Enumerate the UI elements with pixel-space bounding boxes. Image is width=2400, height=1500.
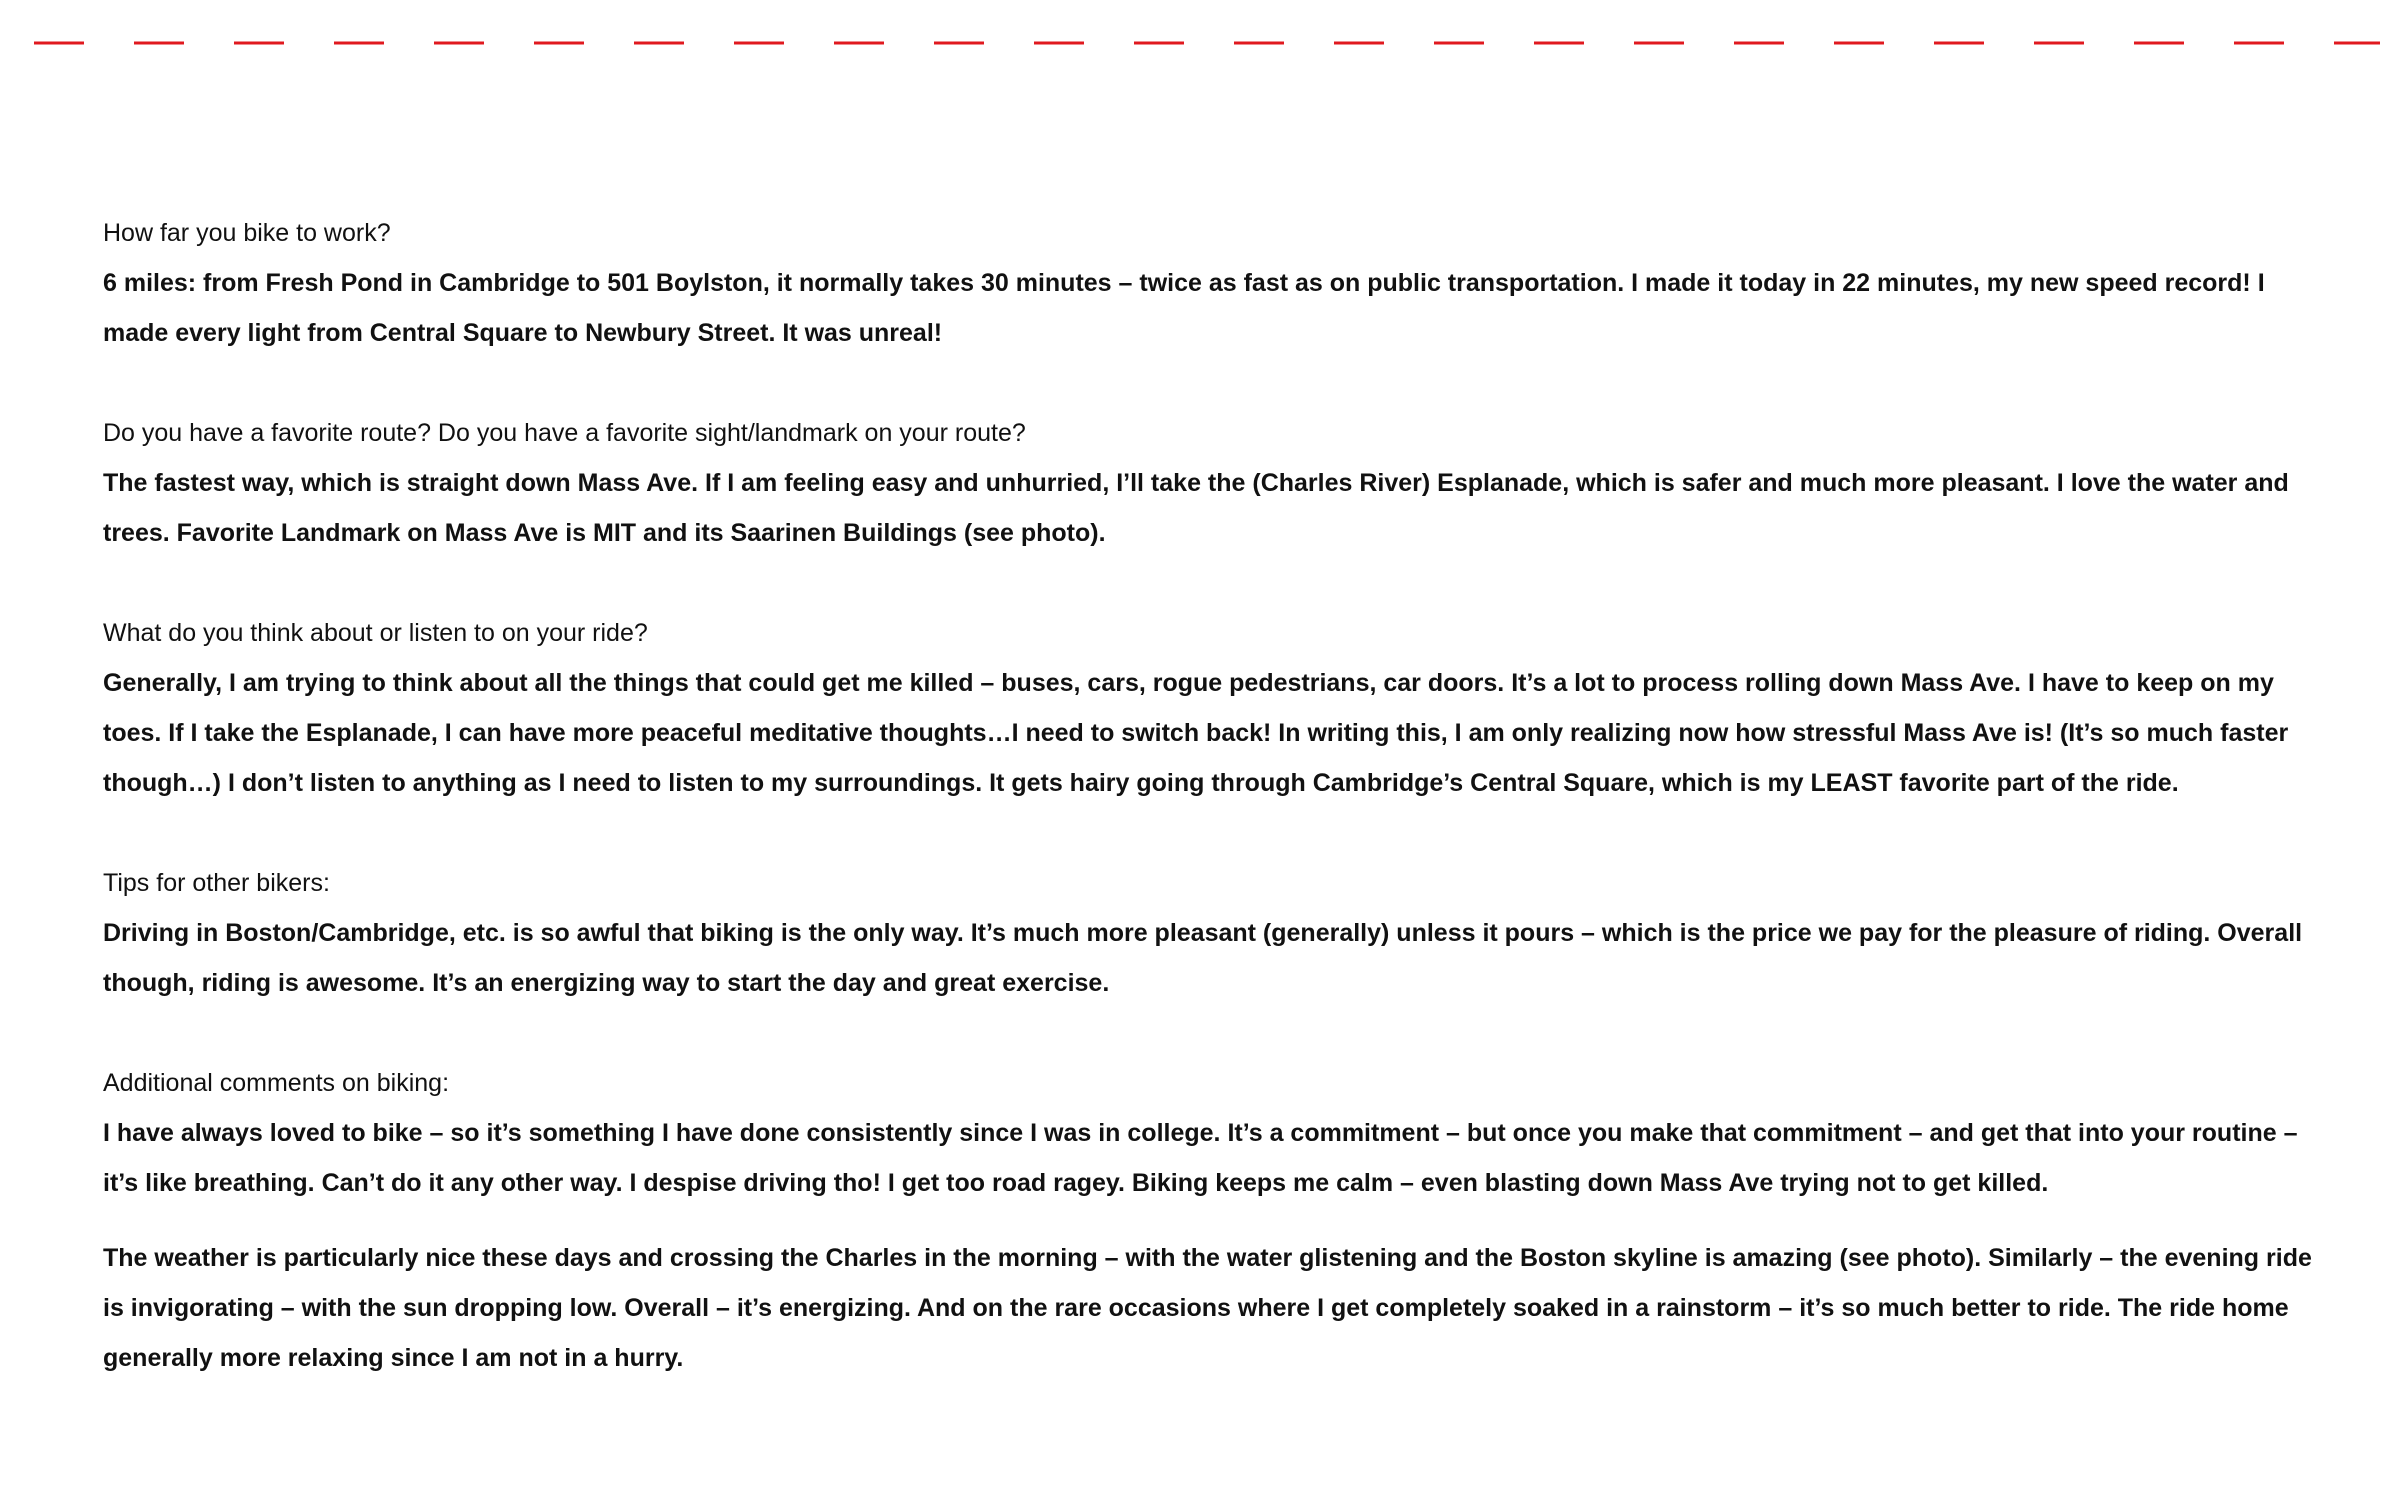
answer-comments-1: I have always loved to bike – so it’s something I have done consistently since I was in college. It’s a commitment – but once you make that commitment – and get that into your routine – it’s like breathing. Can’t do it any other way. I despise driving tho! I get too road ragey. Biking keeps me calm – even blasting down Mass Ave trying not to get killed. xyxy=(103,1119,2298,1197)
answer-comments-2: The weather is particularly nice these days and crossing the Charles in the morning – with the water glistening and the Boston skyline is amazing (see photo). Similarly – the evening ride is invigorating – with the sun dropping low. Overall – it’s energizing. And on the rare occasions where I get completely soaked in a rainstorm – it’s so much better to ride. The ride home generally more relaxing since I am not in a hurry. xyxy=(103,1244,2312,1372)
answer-tips: Driving in Boston/Cambridge, etc. is so awful that biking is the only way. It’s much more pleasant (generally) unless it pours – which is the price we pay for the pleasure of riding. Overall though, riding is awesome. It’s an energizing way to start the day and great exercise. xyxy=(103,919,2303,997)
qa-block-route xyxy=(103,408,2313,558)
dashed-divider-line xyxy=(0,0,2400,60)
qa-block-thoughts xyxy=(103,608,2313,808)
answer-thoughts: Generally, I am trying to think about all the things that could get me killed – buses, cars, rogue pedestrians, car doors. It’s a lot to process rolling down Mass Ave. I have to keep on my toes. If I take the Esplanade, I can have more peaceful meditative thoughts…I need to switch back! In writing this, I am only realizing now how stressful Mass Ave is! (It’s so much faster though…) I don’t listen to anything as I need to listen to my surroundings. It gets hairy going through Cambridge’s Central Square, which is my LEAST favorite part of the ride. xyxy=(103,669,2289,797)
answer-distance: 6 miles: from Fresh Pond in Cambridge to 501 Boylston, it normally takes 30 minutes – twice as fast as on public transportation. I made it today in 22 minutes, my new speed record! I made every light from Central Square to Newbury Street. It was unreal! xyxy=(103,269,2265,347)
question-thoughts: What do you think about or listen to on your ride? xyxy=(103,619,648,647)
qa-block-comments xyxy=(103,1058,2313,1383)
qa-block-distance xyxy=(103,208,2313,358)
question-route: Do you have a favorite route? Do you have a favorite sight/landmark on your route? xyxy=(103,419,1026,447)
answer-route: The fastest way, which is straight down Mass Ave. If I am feeling easy and unhurried, I’ll take the (Charles River) Esplanade, which is safer and much more pleasant. I love the water and trees. Favorite Landmark on Mass Ave is MIT and its Saarinen Buildings (see photo). xyxy=(103,469,2289,547)
question-distance: How far you bike to work? xyxy=(103,219,391,247)
interview-content xyxy=(103,208,2313,1433)
question-tips: Tips for other bikers: xyxy=(103,869,330,897)
qa-block-tips xyxy=(103,858,2313,1008)
question-comments: Additional comments on biking: xyxy=(103,1069,450,1097)
